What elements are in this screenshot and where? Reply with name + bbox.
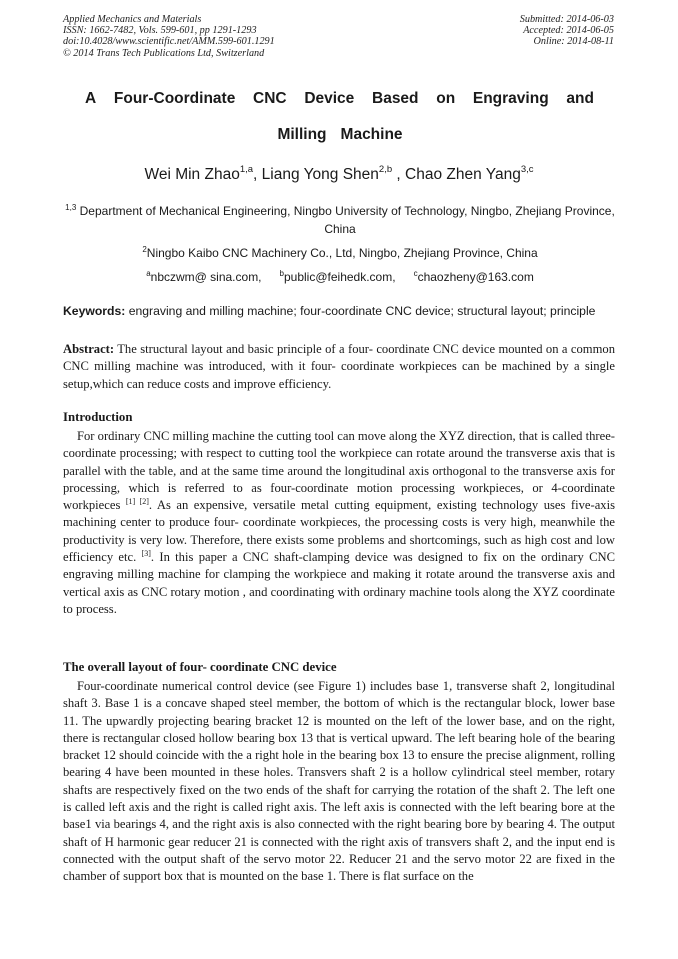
author-name: Wei Min Zhao [144, 166, 240, 183]
overall-layout-heading: The overall layout of four- coordinate CNC device [63, 660, 337, 674]
title-word: A [85, 90, 97, 107]
keywords-label: Keywords: [63, 304, 126, 318]
introduction-text: . As an expensive, versatile metal cutting equipment, existing technology uses five-axis machining center to produce four- coordinate workpieces, the processing costs is very high, meanwhile the productivity is very low. Therefore, there exists some problems and shortcomings, such as high cost and low efficiency etc. [63, 498, 615, 565]
introduction-heading: Introduction [63, 410, 133, 424]
journal-header-left [63, 14, 275, 59]
title-word: on [436, 90, 456, 107]
affiliation-sup: 2 [142, 245, 147, 254]
introduction-text: For ordinary CNC milling machine the cutting tool can move along the XYZ direction, that is called three-coordinate processing; with respect to cutting tool the workpiece can rotate around the transverse axis that is parallel with the table, and at the same time around the longitudinal axis orthogonal to the transverse axis for processing, which is referred to as four-coordinate motion processing workpieces, or 4-coordinate workpieces [63, 429, 615, 513]
email-sup: a [146, 269, 151, 278]
author-sup: 1,a [239, 164, 254, 175]
title-word: Four-Coordinate [113, 90, 236, 107]
introduction-paragraph [63, 428, 615, 618]
email-address[interactable]: public@feihedk.com, [283, 270, 396, 284]
email-sup: c [413, 269, 418, 278]
email-list [60, 268, 620, 286]
copyright-line: © 2014 Trans Tech Publications Ltd, Switzerland [63, 47, 265, 59]
overall-layout-paragraph: Four-coordinate numerical control device (see Figure 1) includes base 1, transverse shaft 2, longitudinal shaft 3. Base 1 is a concave shaped steel member, the bottom of which is the rectangular block, lower base 11. The upwardly projecting bearing bracket 12 is mounted on the left of the lower base, and on the right, there is rectangular closed hollow bearing box 13 that is vertical upward. The left bearing hole of the bearing bracket 12 should coincide with the a right hole in the bearing box 13 to ensure the precise alignment, rolling bearing 4 have been mounted in these holes. Transvers shaft 2 is a hollow cylindrical steel member, rotary shafts are respectively fixed on the two ends of the shaft for carrying the rotation of the shaft 2. The left one is called left axis and the right is called right axis. The left axis is connected with the left bearing bore at the base1 via bearings 4, and the right axis is also connected with the right bearing bore by bearing 4. The output shaft of H harmonic gear reducer 21 is connected with the right axis of transvers shaft 2, and the input end is connected with the output shaft of the servo motor 22. Reducer 21 and the servo motor 22 are fixed in the chamber of support box that is mounted on the base 1. There is flat surface on the [63, 679, 615, 884]
abstract-label: Abstract: [63, 342, 115, 356]
submitted-date: Submitted: 2014-06-03 [519, 14, 614, 25]
author-sep: , [392, 166, 406, 183]
citation: [1] [2] [125, 497, 149, 507]
introduction-text: . In this paper a CNC shaft-clamping device was designed to fix on the ordinary CNC engraving milling machine for clamping the workpiece and making it rotate around the transverse axis and vertical axis as CNC rotary motion , and coordinating with ordinary machine tools along the XYZ coordinate to process. [63, 550, 616, 616]
abstract-text: The structural layout and basic principle of a four- coordinate CNC device mounted on a common CNC milling machine was introduced, with it four- coordinate workpieces can be machined by a single setup,which can reduce costs and improve efficiency. [63, 342, 615, 391]
author-sep: , [253, 166, 262, 183]
email-sup: b [279, 269, 284, 278]
title-word: Milling [277, 126, 327, 143]
email-address[interactable]: chaozheny@163.com [417, 270, 534, 284]
issn-line: ISSN: 1662-7482, Vols. 599-601, pp 1291-1293 [63, 25, 257, 37]
accepted-date: Accepted: 2014-06-05 [523, 25, 614, 37]
affiliation-1 [60, 202, 620, 238]
citation: [3] [141, 549, 151, 559]
keywords-text: engraving and milling machine; four-coordinate CNC device; structural layout; principle [125, 304, 596, 318]
abstract [63, 341, 615, 393]
author-name: Chao Zhen Yang [405, 166, 521, 183]
title-word: Engraving [472, 90, 549, 107]
affiliation-sup: 1,3 [65, 203, 77, 212]
title-word: CNC [253, 90, 287, 107]
journal-header-right [520, 14, 614, 48]
email-address[interactable]: nbczwm@ sina.com, [150, 270, 262, 284]
title-word: Machine [340, 126, 403, 143]
affiliation-text: Ningbo Kaibo CNC Machinery Co., Ltd, Ningbo, Zhejiang Province, China [146, 246, 538, 260]
keywords [63, 303, 615, 319]
title-word: and [566, 90, 594, 107]
journal-name: Applied Mechanics and Materials [63, 14, 202, 25]
title-word: Device [304, 90, 355, 107]
author-list [0, 166, 678, 184]
paper-title-line-1 [60, 90, 620, 108]
paper-title-line-2 [60, 126, 620, 144]
doi-line: doi:10.4028/www.scientific.net/AMM.599-601.1291 [63, 36, 275, 48]
author-sup: 2,b [378, 164, 393, 175]
online-date: Online: 2014-08-11 [533, 36, 614, 48]
affiliation-text: Department of Mechanical Engineering, Ningbo University of Technology, Ningbo, Zhejiang Province, China [76, 204, 615, 236]
author-sup: 3,c [520, 164, 534, 175]
title-word: Based [372, 90, 419, 107]
affiliation-2 [60, 244, 620, 262]
author-name: Liang Yong Shen [261, 166, 379, 183]
